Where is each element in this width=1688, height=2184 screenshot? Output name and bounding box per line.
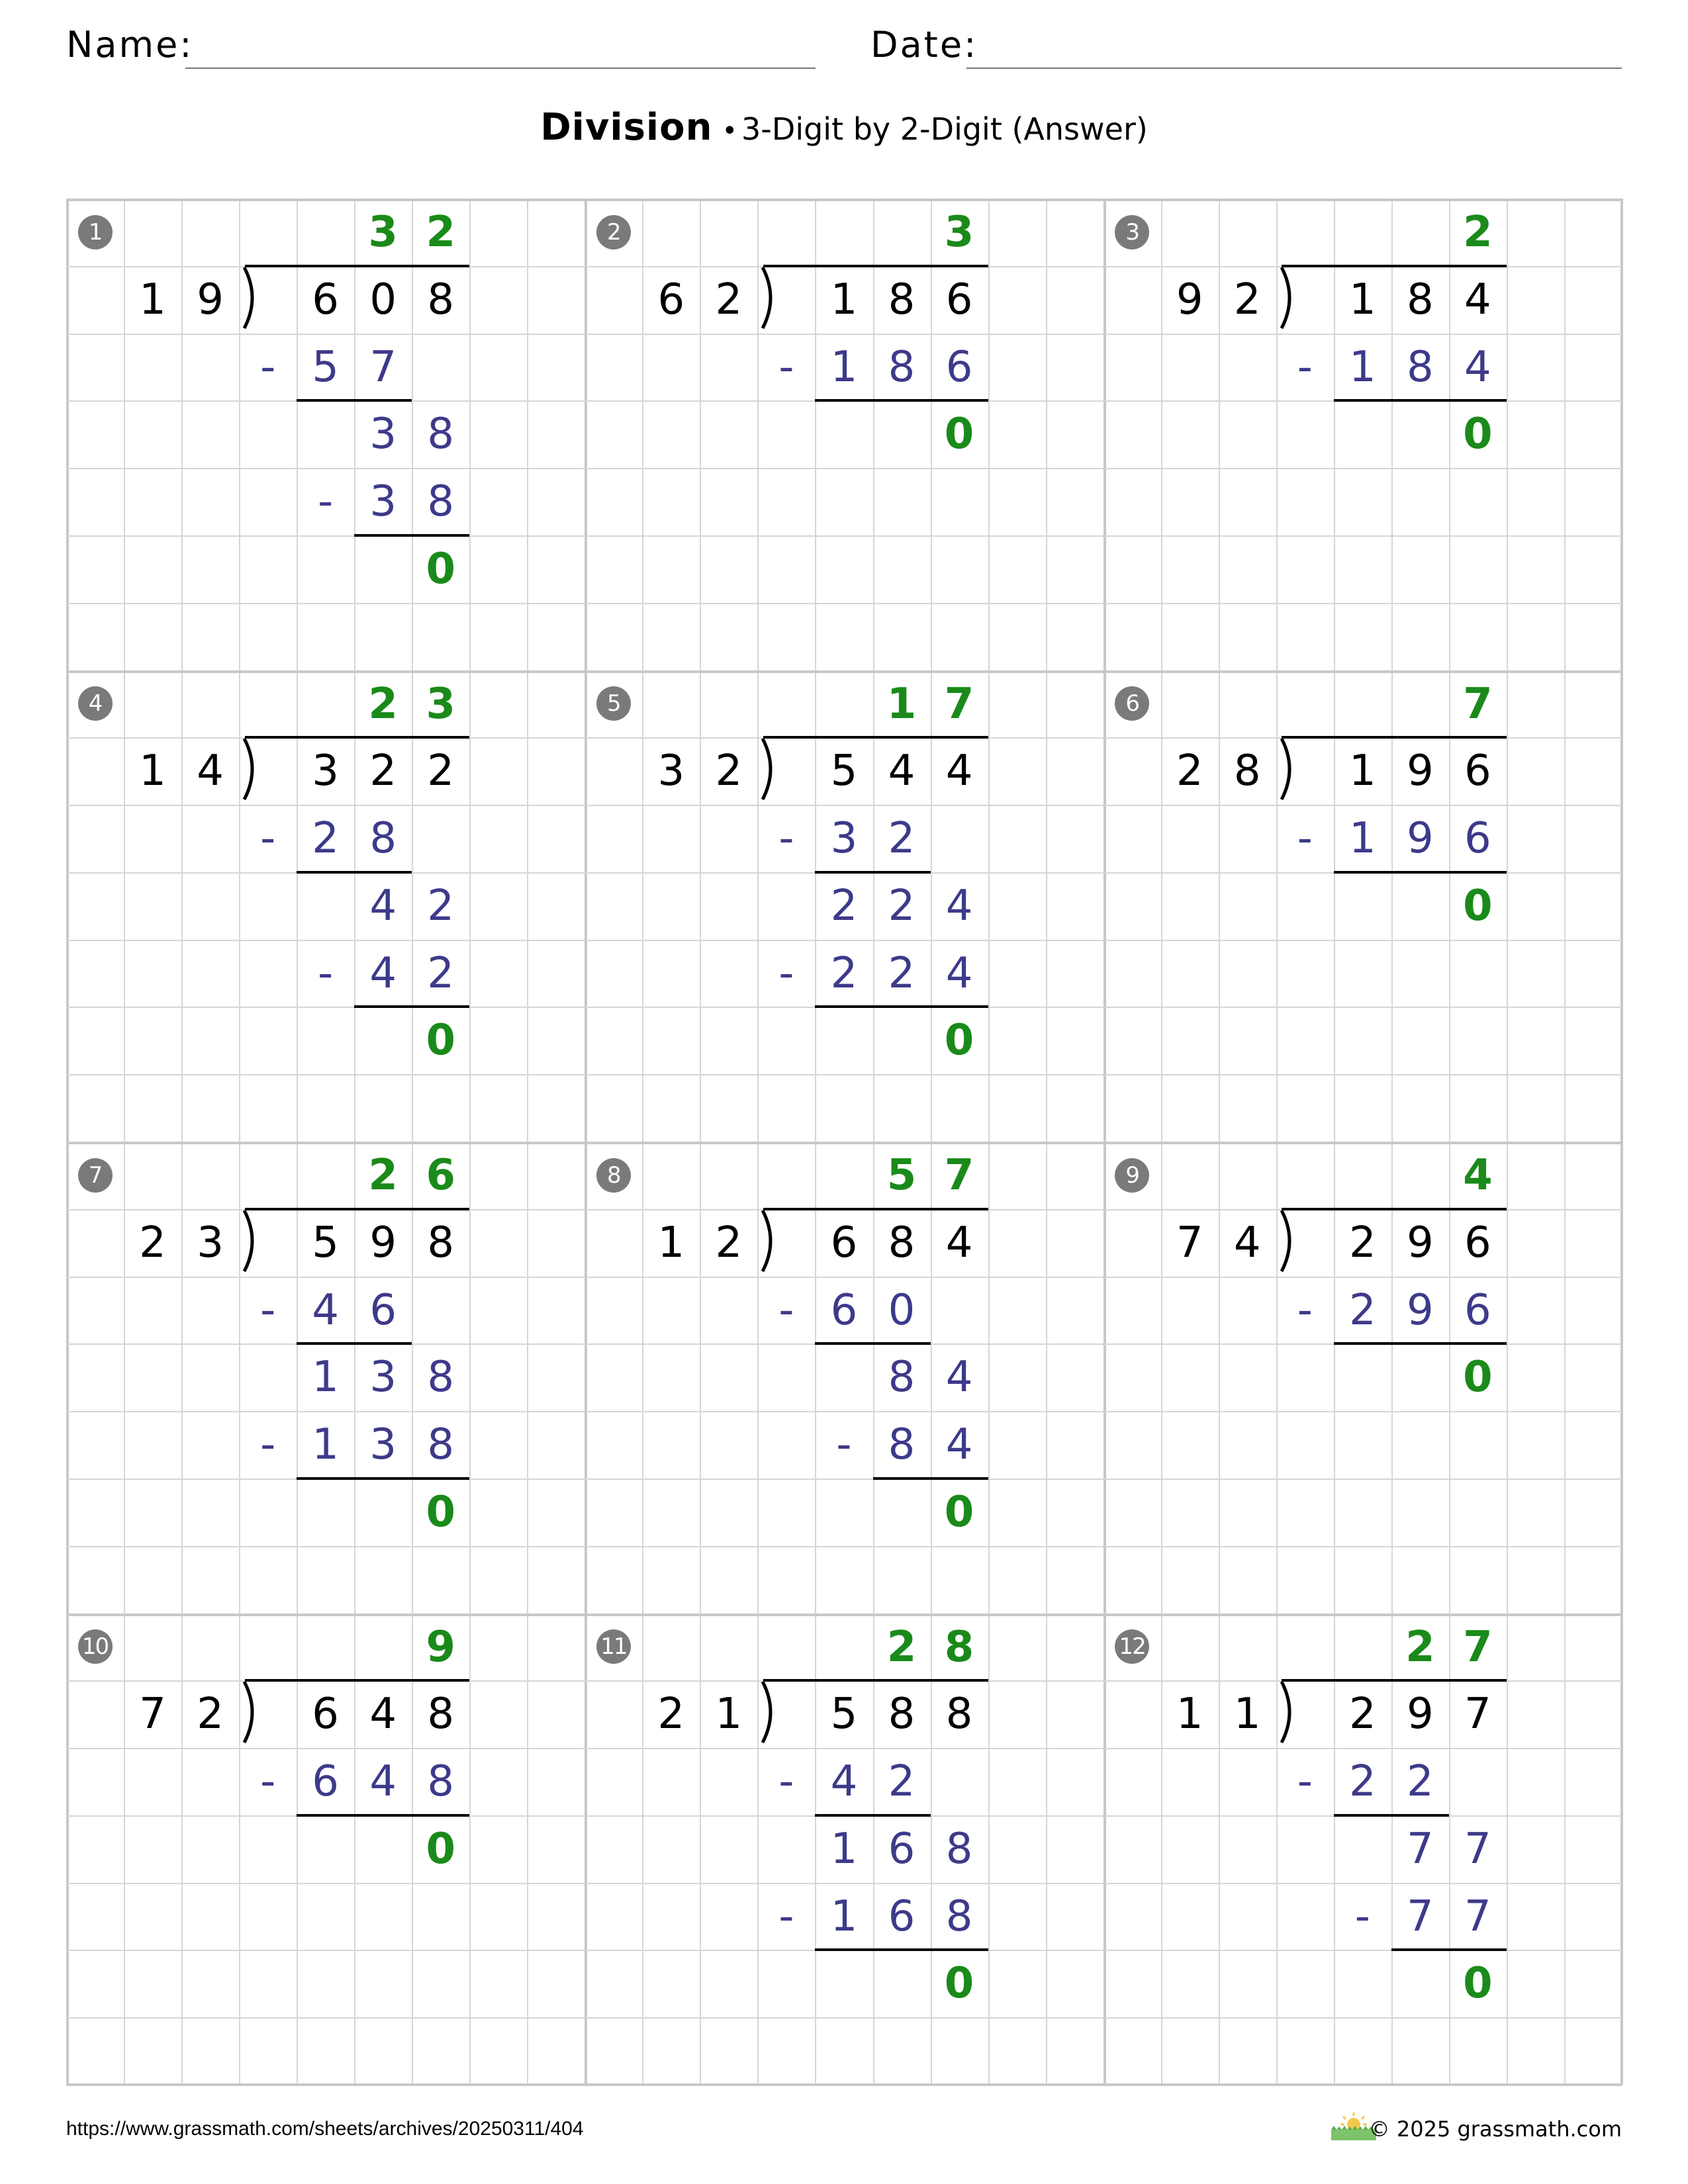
dividend-digit: 5 — [830, 747, 858, 796]
divisor-digit: 9 — [197, 275, 224, 324]
remainder-digit: 8 — [427, 1353, 455, 1402]
dividend-digit: 9 — [1406, 1690, 1434, 1739]
subtrahend-digit: 4 — [312, 1285, 339, 1335]
dividend-digit: 5 — [312, 1218, 339, 1267]
divisor-digit: 2 — [715, 747, 743, 796]
dividend-digit: 1 — [1348, 747, 1376, 796]
final-remainder-zero: 0 — [944, 1487, 974, 1537]
subtrahend-digit: 6 — [369, 1285, 397, 1335]
dividend-digit: 7 — [1464, 1690, 1491, 1739]
quotient-digit: 7 — [944, 1151, 974, 1200]
subtrahend-digit: 4 — [830, 1757, 858, 1807]
quotient-digit: 2 — [368, 1151, 398, 1200]
remainder-digit: 8 — [888, 1353, 915, 1402]
subtrahend-digit: 9 — [1406, 1285, 1434, 1335]
division-bar — [763, 1208, 988, 1210]
division-bar — [1282, 1679, 1506, 1682]
subtrahend-digit: 1 — [1348, 342, 1376, 392]
quotient-digit: 2 — [426, 208, 455, 257]
minus-sign: - — [260, 342, 276, 392]
subtrahend-digit: 6 — [945, 342, 973, 392]
subtrahend-digit: 8 — [945, 1891, 973, 1941]
subtrahend-digit: 3 — [369, 1420, 397, 1470]
problem-number-badge: 8 — [596, 1158, 631, 1193]
division-bar — [245, 1208, 469, 1210]
dividend-digit: 4 — [369, 1690, 397, 1739]
division-bracket — [759, 265, 782, 332]
division-bar — [1282, 1208, 1506, 1210]
divisor-digit: 9 — [1176, 275, 1203, 324]
dividend-digit: 9 — [1406, 747, 1434, 796]
subtrahend-digit: 4 — [945, 1420, 973, 1470]
subtrahend-digit: 8 — [1406, 342, 1434, 392]
subtrahend-digit: 1 — [312, 1420, 339, 1470]
dividend-digit: 1 — [1348, 275, 1376, 324]
divisor-digit: 3 — [657, 747, 685, 796]
division-bracket — [240, 736, 264, 803]
dividend-digit: 8 — [427, 1690, 455, 1739]
subtrahend-digit: 4 — [945, 948, 973, 998]
quotient-digit: 7 — [1463, 679, 1493, 729]
subtrahend-digit: 2 — [1348, 1757, 1376, 1807]
division-bar — [763, 265, 988, 267]
minus-sign: - — [1297, 814, 1313, 864]
minus-sign: - — [836, 1420, 852, 1470]
final-remainder-zero: 0 — [1463, 1959, 1493, 2009]
divisor-digit: 2 — [1176, 747, 1203, 796]
remainder-digit: 6 — [888, 1824, 915, 1874]
minus-sign: - — [1354, 1891, 1370, 1941]
title-bullet: • — [722, 116, 738, 146]
quotient-digit: 2 — [1405, 1622, 1435, 1672]
grid-line — [66, 535, 1622, 537]
dividend-digit: 5 — [830, 1690, 858, 1739]
subtrahend-digit: 6 — [1464, 814, 1491, 864]
subtrahend-digit: 7 — [1406, 1891, 1434, 1941]
quotient-digit: 9 — [426, 1622, 455, 1672]
divisor-digit: 3 — [197, 1218, 224, 1267]
divisor-digit: 2 — [139, 1218, 166, 1267]
grid-line — [66, 199, 1622, 201]
dividend-digit: 8 — [427, 275, 455, 324]
minus-sign: - — [260, 814, 276, 864]
division-bracket — [240, 1208, 264, 1275]
remainder-digit: 7 — [1464, 1824, 1491, 1874]
remainder-digit: 8 — [945, 1824, 973, 1874]
divisor-digit: 4 — [1233, 1218, 1261, 1267]
subtrahend-digit: 2 — [427, 948, 455, 998]
divisor-digit: 2 — [197, 1690, 224, 1739]
grid-line — [66, 670, 1622, 673]
remainder-digit: 4 — [945, 881, 973, 931]
problem-number-badge: 10 — [78, 1629, 113, 1664]
quotient-digit: 3 — [368, 208, 398, 257]
division-bracket — [759, 1208, 782, 1275]
remainder-digit: 3 — [369, 410, 397, 459]
quotient-digit: 2 — [886, 1622, 917, 1672]
subtrahend-digit: 3 — [369, 477, 397, 527]
quotient-digit: 3 — [426, 679, 455, 729]
final-remainder-zero: 0 — [426, 544, 455, 594]
subtrahend-digit: 8 — [427, 477, 455, 527]
minus-sign: - — [260, 1285, 276, 1335]
minus-sign: - — [318, 948, 334, 998]
grid-line — [66, 1142, 1622, 1144]
subtrahend-digit: 7 — [1464, 1891, 1491, 1941]
subtrahend-digit: 4 — [369, 1757, 397, 1807]
subtrahend-digit: 1 — [830, 1891, 858, 1941]
minus-sign: - — [260, 1757, 276, 1807]
problem-number-badge: 5 — [596, 686, 631, 721]
dividend-digit: 8 — [945, 1690, 973, 1739]
division-bar — [763, 736, 988, 739]
quotient-digit: 4 — [1463, 1151, 1493, 1200]
subtrahend-digit: 7 — [369, 342, 397, 392]
division-bracket — [759, 736, 782, 803]
subtrahend-digit: 4 — [369, 948, 397, 998]
grid-line — [66, 1614, 1622, 1616]
dividend-digit: 6 — [1464, 747, 1491, 796]
quotient-digit: 1 — [886, 679, 917, 729]
quotient-digit: 2 — [368, 679, 398, 729]
minus-sign: - — [1297, 1285, 1313, 1335]
subtrahend-digit: 1 — [830, 342, 858, 392]
final-remainder-zero: 0 — [944, 410, 974, 459]
subtrahend-digit: 8 — [427, 1757, 455, 1807]
dividend-digit: 2 — [1348, 1218, 1376, 1267]
name-line[interactable] — [185, 68, 816, 69]
quotient-digit: 6 — [426, 1151, 455, 1200]
grid-line — [66, 1546, 1622, 1547]
division-bracket — [759, 1679, 782, 1747]
divisor-digit: 1 — [1176, 1690, 1203, 1739]
dividend-digit: 8 — [888, 275, 915, 324]
division-bar — [245, 1679, 469, 1682]
minus-sign: - — [778, 1757, 794, 1807]
final-remainder-zero: 0 — [426, 1824, 455, 1874]
subtrahend-digit: 9 — [1406, 814, 1434, 864]
dividend-digit: 4 — [945, 1218, 973, 1267]
division-bracket — [1278, 1679, 1301, 1747]
dividend-digit: 6 — [1464, 1218, 1491, 1267]
minus-sign: - — [1297, 342, 1313, 392]
problem-number-badge: 1 — [78, 215, 113, 250]
subtrahend-digit: 4 — [1464, 342, 1491, 392]
divisor-digit: 1 — [657, 1218, 685, 1267]
division-bracket — [1278, 736, 1301, 803]
divisor-digit: 2 — [715, 275, 743, 324]
subtrahend-digit: 3 — [830, 814, 858, 864]
problem-number-badge: 3 — [1115, 215, 1149, 250]
division-bar — [763, 1679, 988, 1682]
dividend-digit: 2 — [369, 747, 397, 796]
final-remainder-zero: 0 — [944, 1016, 974, 1066]
division-bar — [1282, 736, 1506, 739]
problem-number-badge: 2 — [596, 215, 631, 250]
problem-number-badge: 9 — [1115, 1158, 1149, 1193]
division-bar — [245, 265, 469, 267]
final-remainder-zero: 0 — [1463, 410, 1493, 459]
divisor-digit: 7 — [1176, 1218, 1203, 1267]
date-line[interactable] — [966, 68, 1622, 69]
final-remainder-zero: 0 — [426, 1487, 455, 1537]
remainder-digit: 7 — [1406, 1824, 1434, 1874]
remainder-digit: 1 — [830, 1824, 858, 1874]
division-bracket — [1278, 1208, 1301, 1275]
subtrahend-digit: 2 — [888, 948, 915, 998]
minus-sign: - — [778, 342, 794, 392]
subtrahend-digit: 6 — [888, 1891, 915, 1941]
dividend-digit: 6 — [830, 1218, 858, 1267]
subtrahend-digit: 2 — [888, 1757, 915, 1807]
quotient-digit: 2 — [1463, 208, 1493, 257]
divisor-digit: 1 — [1233, 1690, 1261, 1739]
divisor-digit: 2 — [715, 1218, 743, 1267]
grid-line — [66, 2017, 1622, 2019]
subtrahend-digit: 0 — [888, 1285, 915, 1335]
dividend-digit: 9 — [369, 1218, 397, 1267]
division-bar — [1282, 265, 1506, 267]
dividend-digit: 0 — [369, 275, 397, 324]
title-subtitle: 3-Digit by 2-Digit (Answer) — [741, 111, 1148, 147]
divisor-digit: 1 — [715, 1690, 743, 1739]
page-title — [0, 106, 1688, 149]
date-label: Date: — [870, 24, 978, 66]
divisor-digit: 2 — [1233, 275, 1261, 324]
division-bar — [245, 736, 469, 739]
divisor-digit: 1 — [139, 747, 166, 796]
minus-sign: - — [318, 477, 334, 527]
dividend-digit: 8 — [1406, 275, 1434, 324]
remainder-digit: 4 — [369, 881, 397, 931]
divisor-digit: 8 — [1233, 747, 1261, 796]
grid-line — [66, 603, 1622, 604]
quotient-digit: 3 — [944, 208, 974, 257]
minus-sign: - — [778, 1891, 794, 1941]
minus-sign: - — [778, 1285, 794, 1335]
division-bracket — [240, 1679, 264, 1747]
subtrahend-digit: 2 — [312, 814, 339, 864]
subtrahend-digit: 5 — [312, 342, 339, 392]
remainder-digit: 3 — [369, 1353, 397, 1402]
subtrahend-digit: 6 — [830, 1285, 858, 1335]
dividend-digit: 4 — [888, 747, 915, 796]
divisor-digit: 1 — [139, 275, 166, 324]
subtrahend-digit: 8 — [888, 1420, 915, 1470]
subtrahend-digit: 8 — [888, 342, 915, 392]
divisor-digit: 2 — [657, 1690, 685, 1739]
subtrahend-digit: 1 — [1348, 814, 1376, 864]
problem-number-badge: 11 — [596, 1629, 631, 1664]
dividend-digit: 4 — [1464, 275, 1491, 324]
subtrahend-digit: 6 — [1464, 1285, 1491, 1335]
dividend-digit: 8 — [888, 1218, 915, 1267]
dividend-digit: 6 — [312, 1690, 339, 1739]
subtrahend-digit: 2 — [1406, 1757, 1434, 1807]
quotient-digit: 7 — [944, 679, 974, 729]
dividend-digit: 1 — [830, 275, 858, 324]
problem-number-badge: 12 — [1115, 1629, 1149, 1664]
minus-sign: - — [778, 814, 794, 864]
divisor-digit: 4 — [197, 747, 224, 796]
grid-line — [66, 1074, 1622, 1075]
remainder-digit: 8 — [427, 410, 455, 459]
subtrahend-digit: 6 — [312, 1757, 339, 1807]
quotient-digit: 7 — [1463, 1622, 1493, 1672]
grid-line — [66, 2083, 1622, 2086]
divisor-digit: 6 — [657, 275, 685, 324]
dividend-digit: 6 — [312, 275, 339, 324]
dividend-digit: 8 — [888, 1690, 915, 1739]
subtrahend-digit: 8 — [369, 814, 397, 864]
dividend-digit: 8 — [427, 1218, 455, 1267]
final-remainder-zero: 0 — [426, 1016, 455, 1066]
name-label: Name: — [66, 24, 194, 66]
footer-copyright: © 2025 grassmath.com — [1368, 2116, 1622, 2142]
remainder-digit: 4 — [945, 1353, 973, 1402]
final-remainder-zero: 0 — [1463, 881, 1493, 931]
dividend-digit: 4 — [945, 747, 973, 796]
subtrahend-digit: 8 — [427, 1420, 455, 1470]
final-remainder-zero: 0 — [944, 1959, 974, 2009]
final-remainder-zero: 0 — [1463, 1353, 1493, 1402]
dividend-digit: 6 — [945, 275, 973, 324]
dividend-digit: 9 — [1406, 1218, 1434, 1267]
remainder-digit: 2 — [427, 881, 455, 931]
problem-number-badge: 4 — [78, 686, 113, 721]
remainder-digit: 2 — [830, 881, 858, 931]
quotient-digit: 5 — [886, 1151, 917, 1200]
title-main: Division — [540, 106, 713, 149]
quotient-digit: 8 — [944, 1622, 974, 1672]
dividend-digit: 2 — [427, 747, 455, 796]
subtrahend-digit: 2 — [1348, 1285, 1376, 1335]
division-bracket — [1278, 265, 1301, 332]
dividend-digit: 3 — [312, 747, 339, 796]
division-bracket — [240, 265, 264, 332]
minus-sign: - — [778, 948, 794, 998]
subtrahend-digit: 2 — [888, 814, 915, 864]
problem-number-badge: 7 — [78, 1158, 113, 1193]
minus-sign: - — [260, 1420, 276, 1470]
dividend-digit: 2 — [1348, 1690, 1376, 1739]
divisor-digit: 7 — [139, 1690, 166, 1739]
subtrahend-digit: 2 — [830, 948, 858, 998]
problem-number-badge: 6 — [1115, 686, 1149, 721]
footer-url: https://www.grassmath.com/sheets/archives/20250311/404 — [66, 2118, 584, 2140]
minus-sign: - — [1297, 1757, 1313, 1807]
remainder-digit: 1 — [312, 1353, 339, 1402]
worksheet-grid — [66, 199, 1622, 2085]
remainder-digit: 2 — [888, 881, 915, 931]
